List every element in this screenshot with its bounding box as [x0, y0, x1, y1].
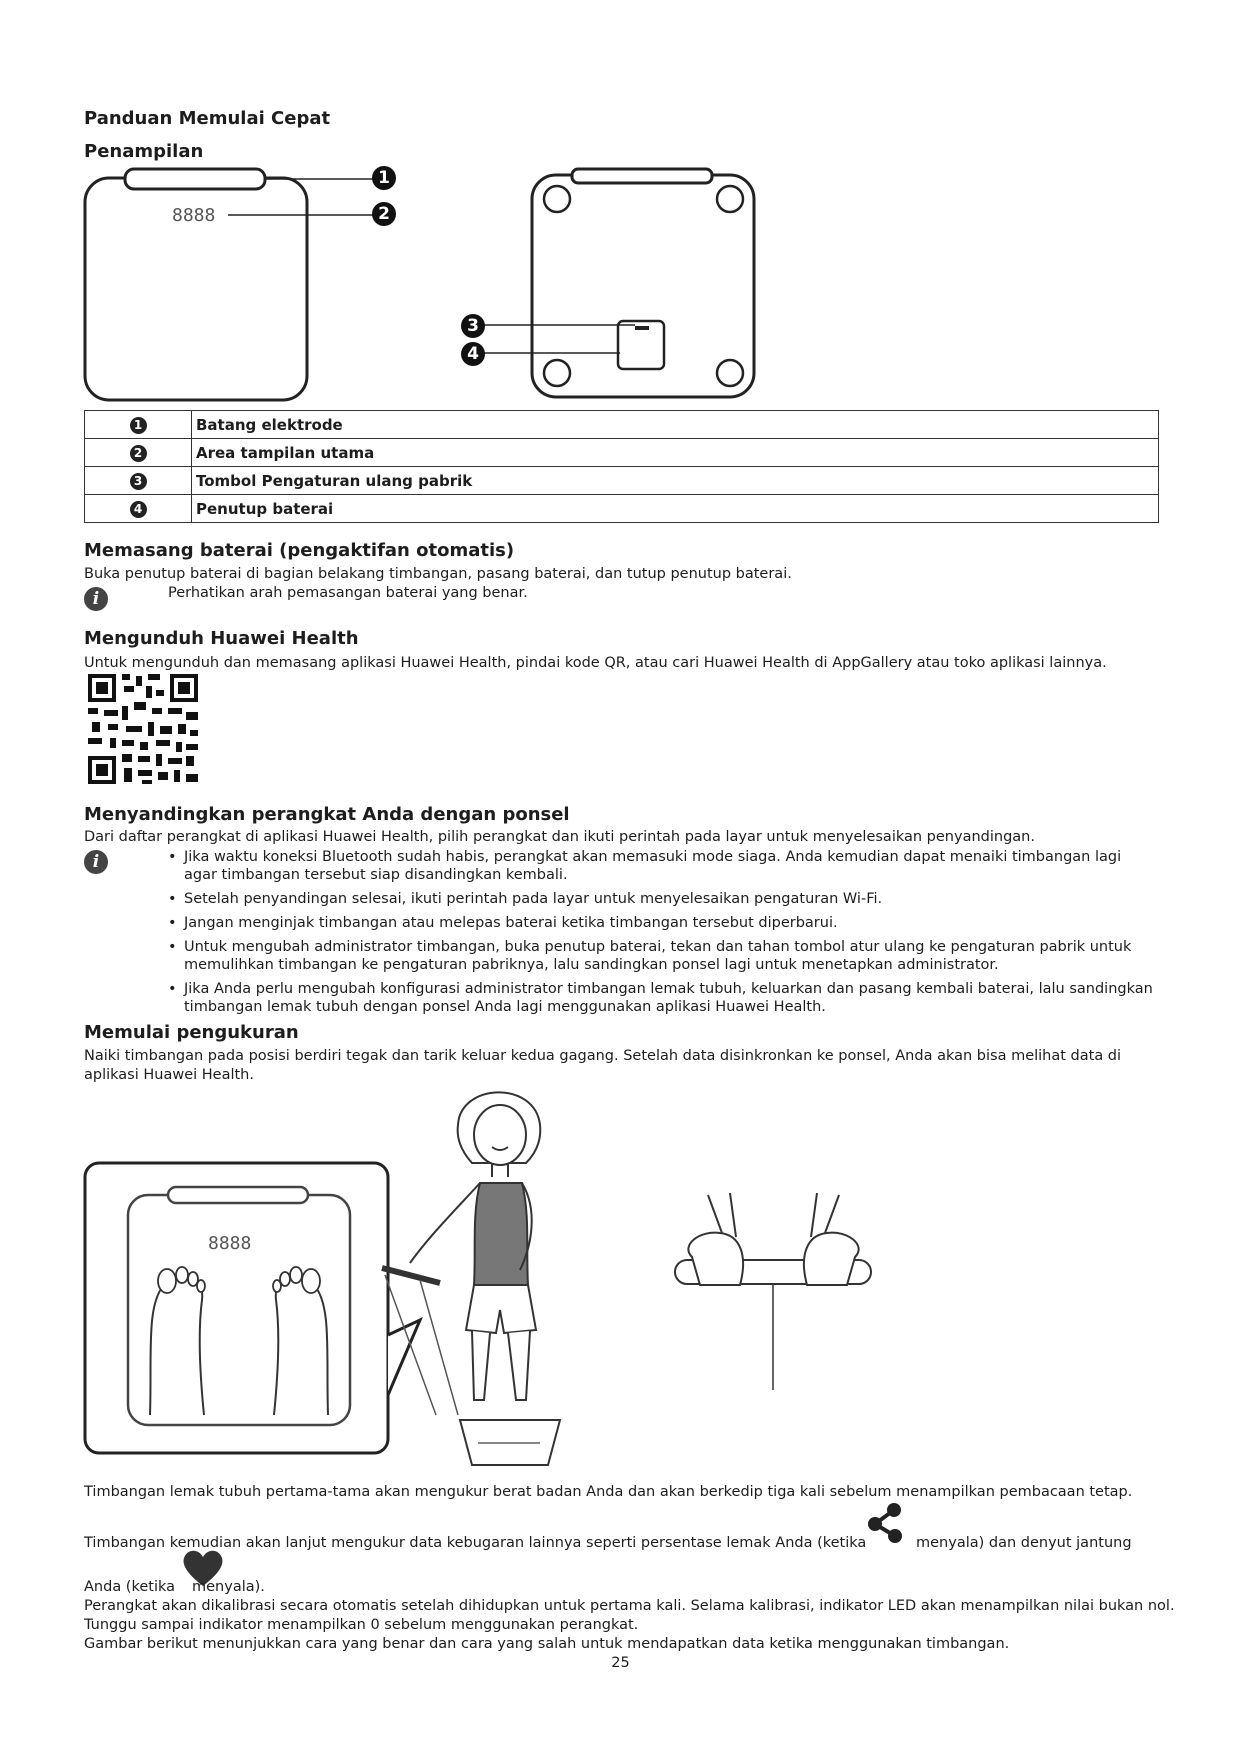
list-item: • Untuk mengubah administrator timbangan, buka penutup baterai, tekan dan tahan tombol atur ulang ke pengaturan pabrik untuk memulihkan timbangan ke pengaturan pabriknya, lalu sandingkan ponsel lagi untuk menetapkan administrator.: [168, 938, 1158, 974]
scale-diagram: [80, 160, 800, 405]
foot-pad: [717, 360, 743, 386]
pairing-notes-list: [168, 848, 1158, 1022]
list-item: • Jangan menginjak timbangan atau melepas baterai ketika timbangan tersebut diperbarui.: [168, 914, 1158, 932]
table-row: [85, 467, 1159, 495]
left-foot: [150, 1274, 204, 1415]
measure-paragraph-5: Tunggu sampai indikator menampilkan 0 sebelum menggunakan perangkat.: [84, 1617, 639, 1633]
right-foot: [274, 1274, 328, 1415]
electrode-bar: [125, 169, 265, 189]
info-icon: i: [84, 850, 108, 874]
measure-paragraph-2a: Timbangan kemudian akan lanjut mengukur data kebugaran lainnya seperti persentase lemak Anda (ketika: [84, 1535, 867, 1551]
callout-2: 2: [372, 202, 396, 226]
scale-back-view: [482, 169, 754, 397]
scale-front-view: [85, 169, 373, 400]
table-row: [85, 411, 1159, 439]
page-number: 25: [611, 1655, 630, 1671]
front-display-digits: 8888: [172, 205, 216, 226]
part-number: 1: [130, 417, 147, 434]
foot-pad: [544, 360, 570, 386]
standing-person: [382, 1092, 560, 1465]
part-number: 4: [130, 501, 147, 518]
measure-paragraph-2b: menyala) dan denyut jantung: [916, 1535, 1132, 1551]
foot-pad: [717, 186, 743, 212]
parts-table: [84, 410, 1159, 523]
measurement-illustration: [80, 1085, 980, 1480]
measure-paragraph-3a: Anda (ketika: [84, 1579, 176, 1595]
share-icon: [864, 1500, 908, 1544]
feet-on-scale-closeup: [85, 1163, 420, 1453]
part-label: Area tampilan utama: [192, 439, 1159, 467]
reset-button: [635, 326, 649, 330]
callout-4: 4: [461, 342, 485, 366]
part-number: 2: [130, 445, 147, 462]
list-item: • Jika waktu koneksi Bluetooth sudah habis, perangkat akan memasuki mode siaga. Anda kemudian dapat menaiki timbangan lagi agar timbangan tersebut siap disandingkan kembali.: [168, 848, 1158, 884]
callout-3: 3: [461, 314, 485, 338]
battery-note: Perhatikan arah pemasangan baterai yang benar.: [168, 585, 528, 601]
part-label: Penutup baterai: [192, 495, 1159, 523]
closeup-display-digits: 8888: [208, 1233, 252, 1254]
pairing-heading: Menyandingkan perangkat Anda dengan ponsel: [84, 804, 570, 825]
handle-grip-closeup: [675, 1193, 871, 1390]
list-item: • Jika Anda perlu mengubah konfigurasi administrator timbangan lemak tubuh, keluarkan dan pasang kembali baterai, lalu sandingkan timbangan lemak tubuh dengan ponsel Anda lagi menggunakan aplikasi Huawei Health.: [168, 980, 1158, 1016]
table-row: [85, 439, 1159, 467]
battery-heading: Memasang baterai (pengaktifan otomatis): [84, 540, 515, 561]
pairing-text: Dari daftar perangkat di aplikasi Huawei Health, pilih perangkat dan ikuti perintah pada layar untuk menyelesaikan penyandingan.: [84, 829, 1035, 845]
measure-paragraph-3b: menyala).: [192, 1579, 265, 1595]
qr-code[interactable]: [86, 672, 200, 786]
download-heading: Mengunduh Huawei Health: [84, 628, 359, 649]
part-number: 3: [130, 473, 147, 490]
list-item: • Setelah penyandingan selesai, ikuti perintah pada layar untuk menyelesaikan pengaturan Wi-Fi.: [168, 890, 1158, 908]
page-title: Panduan Memulai Cepat: [84, 108, 331, 129]
measure-paragraph-6: Gambar berikut menunjukkan cara yang benar dan cara yang salah untuk mendapatkan data ketika menggunakan timbangan.: [84, 1636, 1010, 1652]
measure-paragraph-4: Perangkat akan dikalibrasi secara otomatis setelah dihidupkan untuk pertama kali. Selama kalibrasi, indikator LED akan menampilkan nilai bukan nol.: [84, 1598, 1175, 1614]
measure-paragraph-1: Timbangan lemak tubuh pertama-tama akan mengukur berat badan Anda dan akan berkedip tiga kali sebelum menampilkan pembacaan tetap.: [84, 1484, 1133, 1500]
battery-text: Buka penutup baterai di bagian belakang timbangan, pasang baterai, dan tutup penutup baterai.: [84, 566, 792, 582]
info-icon: i: [84, 587, 108, 611]
download-text: Untuk mengunduh dan memasang aplikasi Huawei Health, pindai kode QR, atau cari Huawei Health di AppGallery atau toko aplikasi lainnya.: [84, 655, 1107, 671]
measure-text: Naiki timbangan pada posisi berdiri tegak dan tarik keluar kedua gagang. Setelah data disinkronkan ke ponsel, Anda akan bisa melihat data di aplikasi Huawei Health.: [84, 1048, 1122, 1083]
part-label: Tombol Pengaturan ulang pabrik: [192, 467, 1159, 495]
table-row: [85, 495, 1159, 523]
section-title-appearance: Penampilan: [84, 141, 204, 162]
callout-1: 1: [372, 166, 396, 190]
foot-pad: [544, 186, 570, 212]
part-label: Batang elektrode: [192, 411, 1159, 439]
measure-heading: Memulai pengukuran: [84, 1022, 299, 1043]
